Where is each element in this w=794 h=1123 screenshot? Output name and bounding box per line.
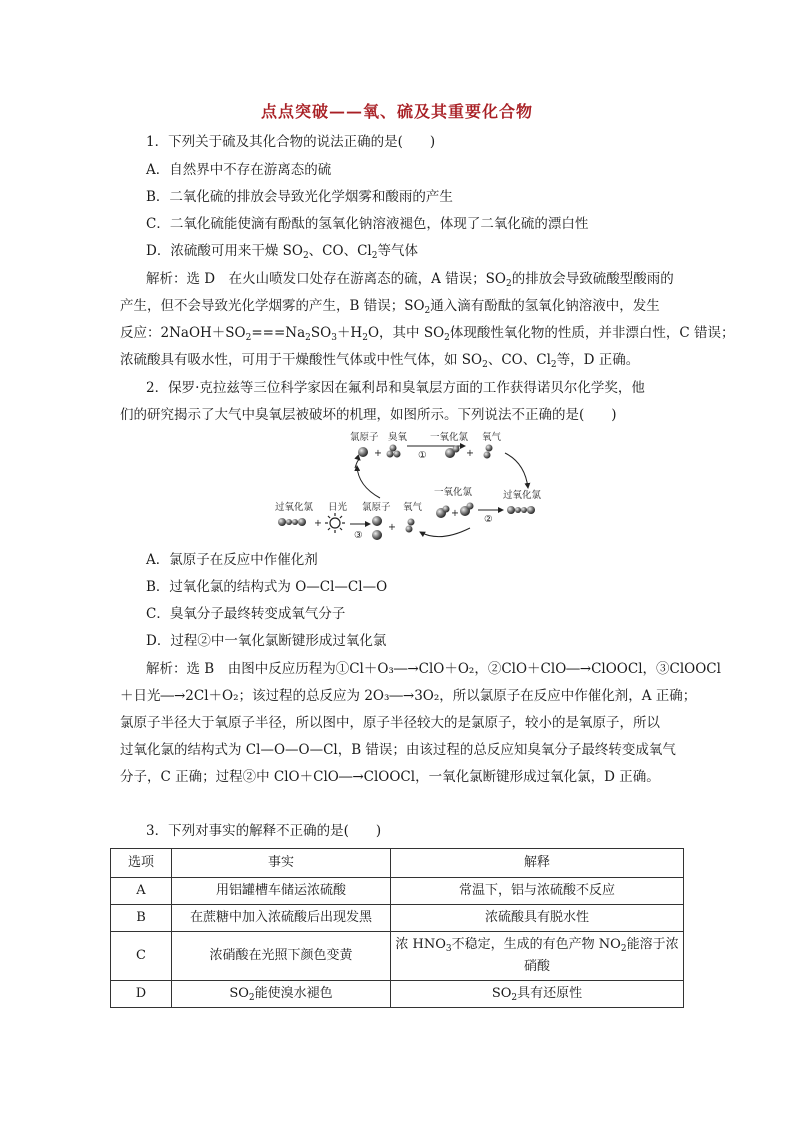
cycle-arrow	[505, 453, 528, 488]
peroxide-molecule	[292, 519, 298, 525]
clo-molecule	[467, 503, 474, 510]
table-row	[111, 905, 684, 932]
fact-cell: 浓硝酸在光照下颜色变黄	[172, 932, 391, 981]
q1-explanation-line: 产生，但不会导致光化学烟雾的产生，B 错误；$SO_2$通入滴有酚酞的氢氧化钠溶液中，发生	[120, 298, 660, 316]
clo-molecule	[453, 446, 460, 453]
q2-explanation-line: ＋日光―→2Cl＋O₂；该过程的总反应为 2O₃―→3O₂，所以氯原子在反应中作催化剂，A 正确；	[120, 688, 697, 704]
ozone-molecule	[390, 445, 397, 452]
q2-option-a: A．氯原子在反应中作催化剂	[146, 552, 318, 568]
column-header: 事实	[172, 849, 391, 878]
cl-atom-label: 氯原子	[362, 502, 391, 513]
o2-molecule	[408, 519, 415, 526]
q3-stem: 3．下列对事实的解释不正确的是( )	[146, 823, 382, 839]
step2-label: ②	[484, 514, 493, 525]
table-row	[111, 932, 684, 981]
cycle-arrow	[420, 528, 470, 537]
o2-molecule	[484, 452, 491, 459]
table-row	[111, 981, 684, 1008]
o2-label: 氧气	[403, 502, 423, 513]
cl-atom-ball	[372, 516, 382, 526]
peroxide-label: 过氧化氯	[275, 502, 314, 513]
q1-option-c: C．二氧化硫能使滴有酚酞的氢氧化钠溶液褪色，体现了二氧化硫的漂白性	[146, 216, 589, 232]
explanation-cell: 常温下，铝与浓硫酸不反应	[391, 878, 684, 905]
plus-sign: +	[388, 522, 396, 533]
q1-explanation-line: 反应：$2NaOH+SO_2===Na_2SO_3+H_2O$，其中 $SO_2$体现酸性氧化物的性质，并非漂白性，C 错误；	[120, 325, 735, 343]
q2-stem: 2．保罗·克拉兹等三位科学家因在氟利昂和臭氧层方面的工作获得诺贝尔化学奖，他	[146, 380, 645, 396]
sunlight-label: 日光	[328, 502, 348, 513]
peroxide-molecule	[521, 507, 527, 513]
peroxide-molecule	[515, 507, 521, 513]
q3-table	[110, 848, 684, 1008]
ozone-molecule	[394, 451, 401, 458]
column-header: 解释	[391, 849, 684, 878]
q2-explanation-line: 过氧化氯的结构式为 Cl—O—O—Cl，B 错误；由该过程的总反应知臭氧分子最终转变成氧气	[120, 742, 676, 758]
q1-explanation-line: 浓硫酸具有吸水性，可用于干燥酸性气体或中性气体，如 $SO_2$、CO、$Cl_2$等，D 正确。	[120, 352, 640, 370]
table-header-row	[111, 849, 684, 878]
q1-option-a: A．自然界中不存在游离态的硫	[146, 162, 332, 178]
fact-cell: 用铝罐槽车储运浓硫酸	[172, 878, 391, 905]
table-row	[111, 878, 684, 905]
q2-explanation-line: 分子，C 正确；过程②中 ClO＋ClO―→ClOOCl，一氧化氯断键形成过氧化氯，D 正确。	[120, 769, 660, 785]
cl-atom-ball	[358, 447, 368, 457]
step1-label: ①	[418, 450, 427, 461]
plus-sign: +	[374, 448, 382, 459]
explanation-cell: 浓 $HNO_3$不稳定，生成的有色产物 $NO_2$能溶于浓 硝酸	[391, 932, 684, 981]
option-cell: C	[111, 932, 172, 981]
q1-stem: 1．下列关于硫及其化合物的说法正确的是( )	[146, 134, 436, 150]
clo-label: 一氧化氯	[430, 432, 469, 443]
o2-molecule	[406, 526, 413, 533]
option-cell: B	[111, 905, 172, 932]
o2-molecule	[486, 445, 493, 452]
cl-atom-ball	[372, 530, 382, 540]
q2-option-d: D．过程②中一氧化氯断键形成过氧化氯	[146, 633, 387, 649]
q2-option-c: C．臭氧分子最终转变成氧气分子	[146, 606, 346, 622]
ozone-label: 臭氧	[388, 432, 408, 443]
plus-sign: +	[314, 518, 322, 529]
peroxide-molecule	[298, 518, 306, 526]
peroxide-molecule	[507, 506, 515, 514]
q1-option-b: B．二氧化硫的排放会导致光化学烟雾和酸雨的产生	[146, 189, 453, 205]
o2-label: 氧气	[482, 432, 502, 443]
peroxide-molecule	[278, 518, 286, 526]
sun-icon	[325, 513, 345, 533]
peroxide-label: 过氧化氯	[503, 490, 542, 501]
clo-molecule	[443, 506, 450, 513]
plus-sign: +	[466, 448, 474, 459]
cl-atom-label: 氯原子	[350, 432, 379, 443]
explanation-cell: $SO_2$具有还原性	[391, 981, 684, 1008]
option-cell: D	[111, 981, 172, 1008]
explanation-cell: 浓硫酸具有脱水性	[391, 905, 684, 932]
q1-explanation-line: 解析：选 D 在火山喷发口处存在游离态的硫，A 错误；$SO_2$的排放会导致硫酸型酸雨的	[146, 271, 674, 289]
q2-explanation-line: 解析：选 B 由图中反应历程为①Cl＋O₃―→ClO＋O₂，②ClO＋ClO―→ClOOCl，③ClOOCl	[146, 661, 721, 677]
column-header: 选项	[111, 849, 172, 878]
q2-option-b: B．过氧化氯的结构式为 O—Cl—Cl—O	[146, 579, 388, 595]
ozone-depletion-diagram	[270, 428, 560, 543]
step3-label: ③	[354, 530, 363, 541]
plus-sign: +	[451, 508, 459, 519]
peroxide-molecule	[527, 506, 535, 514]
q2-stem: 们的研究揭示了大气中臭氧层被破坏的机理，如图所示。下列说法不正确的是( )	[120, 407, 617, 423]
q2-explanation-line: 氯原子半径大于氧原子半径，所以图中，原子半径较大的是氯原子，较小的是氧原子，所以	[120, 715, 660, 731]
fact-cell: $SO_2$能使溴水褪色	[172, 981, 391, 1008]
cycle-arrow	[357, 466, 380, 498]
page-title: 点点突破——氧、硫及其重要化合物	[260, 102, 533, 121]
peroxide-molecule	[286, 519, 292, 525]
q1-option-d: D．浓硫酸可用来干燥 $SO_2$、CO、$Cl_2$等气体	[146, 243, 418, 261]
option-cell: A	[111, 878, 172, 905]
clo-label: 一氧化氯	[434, 487, 473, 498]
fact-cell: 在蔗糖中加入浓硫酸后出现发黑	[172, 905, 391, 932]
ozone-molecule	[387, 451, 394, 458]
